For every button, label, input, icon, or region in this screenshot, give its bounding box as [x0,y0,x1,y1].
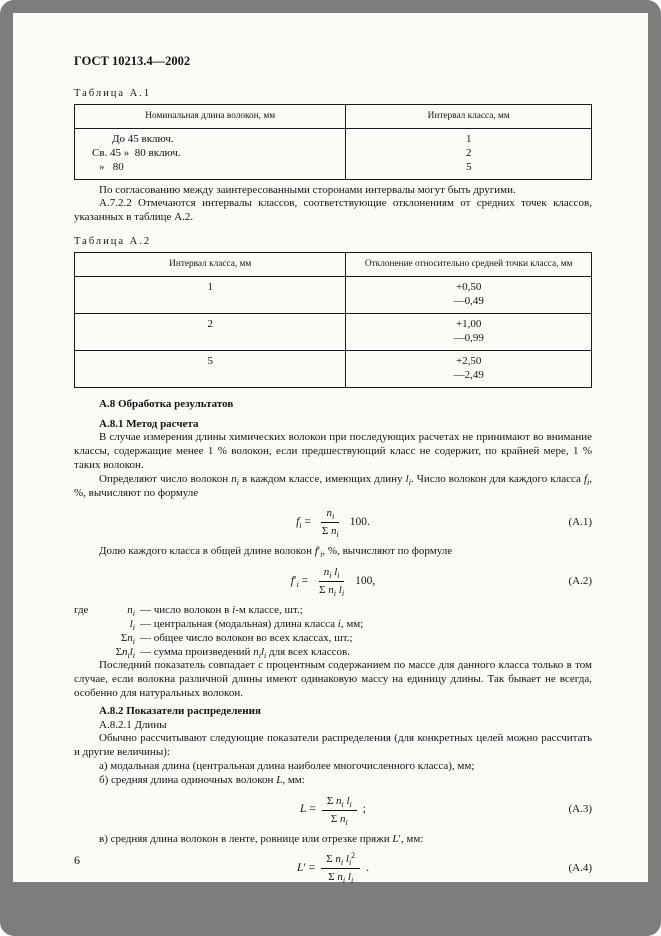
heading-a81: А.8.1 Метод расчета [99,417,199,430]
formula-a2 [74,566,592,597]
table-cell: До 45 включ. [112,132,174,145]
table-a2-row [75,276,592,313]
denominator: Σ $n_i$ $l_i$ [319,584,345,599]
symbol-definition: — общее число волокон во всех классах, шт.; [140,631,353,644]
fraction [314,566,349,597]
fraction [317,507,344,538]
table-cell [346,350,592,387]
table-cell [346,313,592,350]
table-cell: 2 [75,313,346,350]
symbol-definition: — сумма произведений $n_il_i$ для всех классов. [140,645,350,660]
formula-a1 [74,507,592,538]
paragraph-usual-indicators: Обычно рассчитывают следующие показатели распределения (для конкретных целей можно рассчитать и другие величины): [74,732,592,759]
denominator: Σ $n_i$ $l_i$ [328,871,354,886]
fraction [322,795,357,826]
table-a2-caption: Таблица А.2 [74,235,152,247]
table-a1-header-row [75,104,592,128]
equation-number: (А.2) [568,574,592,587]
table-a2-header-row [75,252,592,276]
symbol-term: $l_i$ [129,617,135,632]
numerator: Σ $n_i$ $l_i$ [322,795,357,811]
formula-a2-rhs: 100, [355,574,376,587]
symbol-definition-line [74,604,592,618]
table-a2 [74,252,592,388]
equation-number: (А.3) [568,803,592,816]
page-number: 6 [74,853,80,867]
deviation-minus: —2,49 [453,368,484,381]
table-a1-interval-column [346,128,592,179]
numerator: Σ $n_i$ $l_i^2$ [321,853,360,869]
denominator: Σ $n_i$ [330,812,348,827]
table-cell: 5 [465,160,472,173]
document-page [13,13,648,886]
formula-a3-rhs: ; [362,803,366,816]
numerator: $n_i$ $l_i$ [319,566,345,582]
table-cell [346,276,592,313]
heading-a821: А.8.2.1 Длины [99,718,167,731]
symbol-definition: — число волокон в i-м классе, шт.; [140,604,303,617]
paragraph-chemical-fibres: В случае измерения длины химических волокон при последующих расчетах не принимают во внимание классы, содержащие менее 1 % волокон, если предшествующий класс не содержит, по крайней мере, 1 % таких волокон. [74,431,592,471]
symbol-definition: — центральная (модальная) длина класса i, мм; [140,617,364,630]
formula-a3-lhs: L = [300,803,316,816]
symbol-definitions [74,604,592,659]
table-cell: Св. 45 » 80 включ. [92,146,181,159]
table-a2-header-class-interval: Интервал класса, мм [75,252,346,276]
equation-number: (А.4) [568,861,592,874]
list-item-v: в) средняя длина волокон в ленте, ровнице или отрезке пряжи L′, мм: [99,832,424,845]
paragraph-agreement: По согласованию между заинтересованными сторонами интервалы могут быть другими. [99,183,516,196]
table-a2-row [75,313,592,350]
table-cell: » 80 [99,160,124,173]
heading-a82: А.8.2 Показатели распределения [99,704,261,717]
table-a1-header-class-interval: Интервал класса, мм [346,104,592,128]
table-cell: 2 [465,146,472,159]
formula-a2-lhs: $f'_i$ = [290,574,309,589]
deviation-minus: —0,99 [453,331,484,344]
formula-a4-lhs: L′ = [296,861,316,874]
table-a1 [74,104,592,180]
equation-number: (А.1) [568,515,592,528]
deviation-plus: +2,50 [455,354,482,367]
deviation-plus: +0,50 [455,280,482,293]
table-cell: 1 [465,132,472,145]
formula-a1-rhs: 100. [349,515,370,528]
symbol-definition-line [74,646,592,660]
symbol-definition-line [74,618,592,632]
table-a1-header-nominal-length: Номинальная длина волокон, мм [75,104,346,128]
table-a1-body-row [75,128,592,179]
deviation-plus: +1,00 [455,317,482,330]
symbol-term: $n_i$ [127,604,135,619]
symbol-definition-line [74,632,592,646]
paragraph-class-share: Долю каждого класса в общей длине волокон $f'_i$, %, вычисляют по формуле [99,545,453,560]
paragraph-fibre-count: Определяют число волокон $n_i$ в каждом классе, имеющих длину $l_i$. Число волокон для каждого класса $f_i$, %, вычисляют по формуле [74,472,592,499]
list-item-b: б) средняя длина одиночных волокон L, мм: [99,773,305,786]
formula-a1-lhs: $f_i$ = [296,515,311,530]
table-a1-caption: Таблица А.1 [74,87,152,99]
paragraph-mass-note: Последний показатель совпадает с процентным содержанием по массе для данного класса только в том случае, если волокна различной длины имеют одинаковую массу на единицу длины. Так бывает не всегда, особенно для натуральных волокон. [74,659,592,699]
formula-a4 [74,853,592,884]
fraction [321,853,360,884]
table-a2-row [75,350,592,387]
list-item-a: а) модальная длина (центральная длина наиболее многочисленного класса), мм; [99,759,475,772]
page-content [13,13,648,884]
standard-number-header: ГОСТ 10213.4—2002 [74,54,191,68]
symbol-term: $\Sigma n_i$ [120,631,135,646]
table-cell: 5 [75,350,346,387]
denominator: Σ $n_i$ [321,525,339,540]
heading-a8: А.8 Обработка результатов [99,397,234,410]
symbol-term: $\Sigma n_il_i$ [115,645,135,660]
paragraph-a722: А.7.2.2 Отмечаются интервалы классов, соответствующие отклонениям от средних точек классов, указанных в таблице А.2. [74,197,592,224]
formula-a3 [74,795,592,826]
deviation-minus: —0,49 [453,294,484,307]
table-a1-length-column [75,128,346,179]
where-intro: где [74,604,89,617]
formula-a4-rhs: . [366,861,370,874]
table-a2-header-deviation: Отклонение относительно средней точки класса, мм [346,252,592,276]
table-cell: 1 [75,276,346,313]
numerator: $n_i$ [321,507,339,523]
